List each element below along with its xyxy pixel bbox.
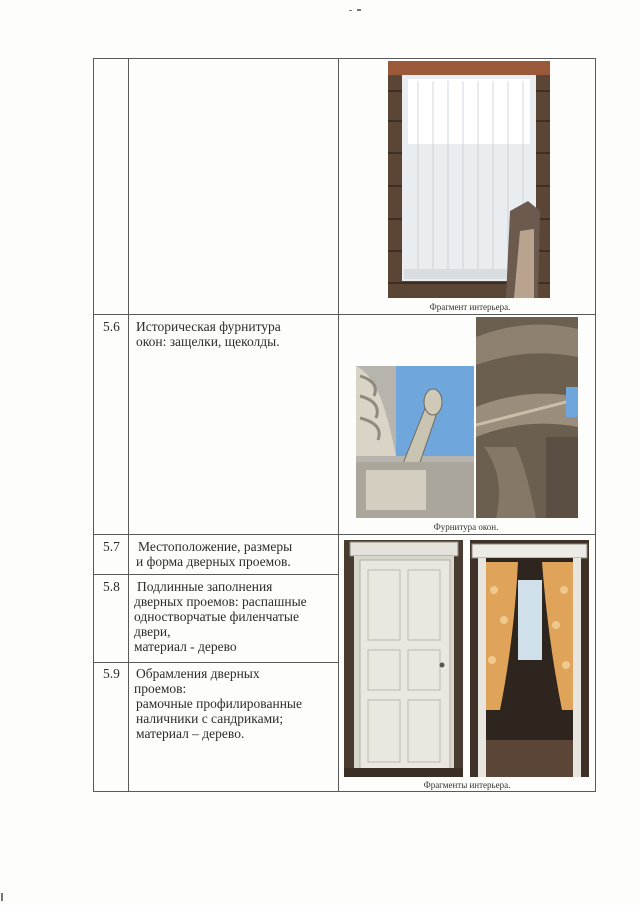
window-photo-illustration xyxy=(388,61,550,298)
latch-photo-illustration xyxy=(356,366,474,518)
column-divider xyxy=(338,58,339,792)
window-interior-photo xyxy=(388,61,550,298)
row-text-line: наличники с сандриками; xyxy=(136,711,284,726)
row-text xyxy=(138,539,292,569)
table-border-left xyxy=(93,58,94,792)
door-photo-illustration xyxy=(344,540,463,777)
row-text-line: рамочные профилированные xyxy=(136,696,302,711)
column-divider xyxy=(128,58,129,792)
row-text-line: проемов: xyxy=(134,681,187,696)
photo-caption: Фрагменты интерьера. xyxy=(423,780,511,790)
scan-speck xyxy=(349,10,352,11)
scan-speck xyxy=(357,9,361,11)
window-bolt-photo xyxy=(476,317,578,518)
bolt-photo-illustration xyxy=(476,317,578,518)
doorway-photo-illustration xyxy=(470,540,589,777)
row-text-line: Местоположение, размеры xyxy=(138,539,293,554)
table-border-bottom xyxy=(93,791,596,792)
row-text-line: материал – дерево. xyxy=(136,726,245,741)
row-text xyxy=(134,579,307,654)
row-text xyxy=(136,319,281,349)
row-text-line: окон: защелки, щеколды. xyxy=(136,334,280,349)
row-divider xyxy=(93,574,338,575)
row-text xyxy=(136,666,302,741)
row-text-line: двери, xyxy=(134,624,171,639)
row-text-line: одностворчатые филенчатые xyxy=(134,609,299,624)
row-divider xyxy=(93,534,596,535)
row-text-line: Подлинные заполнения xyxy=(137,579,273,594)
row-text-line: и форма дверных проемов. xyxy=(136,554,291,569)
doorway-photo xyxy=(470,540,589,777)
photo-caption: Фурнитура окон. xyxy=(433,522,499,532)
table-border-right xyxy=(595,58,596,792)
row-text-line: материал - дерево xyxy=(134,639,237,654)
row-number: 5.7 xyxy=(103,539,120,554)
row-number: 5.9 xyxy=(103,666,120,681)
row-number: 5.6 xyxy=(103,319,120,334)
scan-speck xyxy=(1,893,3,901)
door-photo xyxy=(344,540,463,777)
row-text-line: Историческая фурнитура xyxy=(136,319,281,334)
photo-caption: Фрагмент интерьера. xyxy=(429,302,511,312)
row-divider xyxy=(93,662,338,663)
row-text-line: дверных проемов: распашные xyxy=(134,594,307,609)
row-divider xyxy=(93,314,596,315)
row-text-line: Обрамления дверных xyxy=(136,666,260,681)
row-number: 5.8 xyxy=(103,579,120,594)
table-border-top xyxy=(93,58,596,59)
window-latch-photo xyxy=(356,366,474,518)
